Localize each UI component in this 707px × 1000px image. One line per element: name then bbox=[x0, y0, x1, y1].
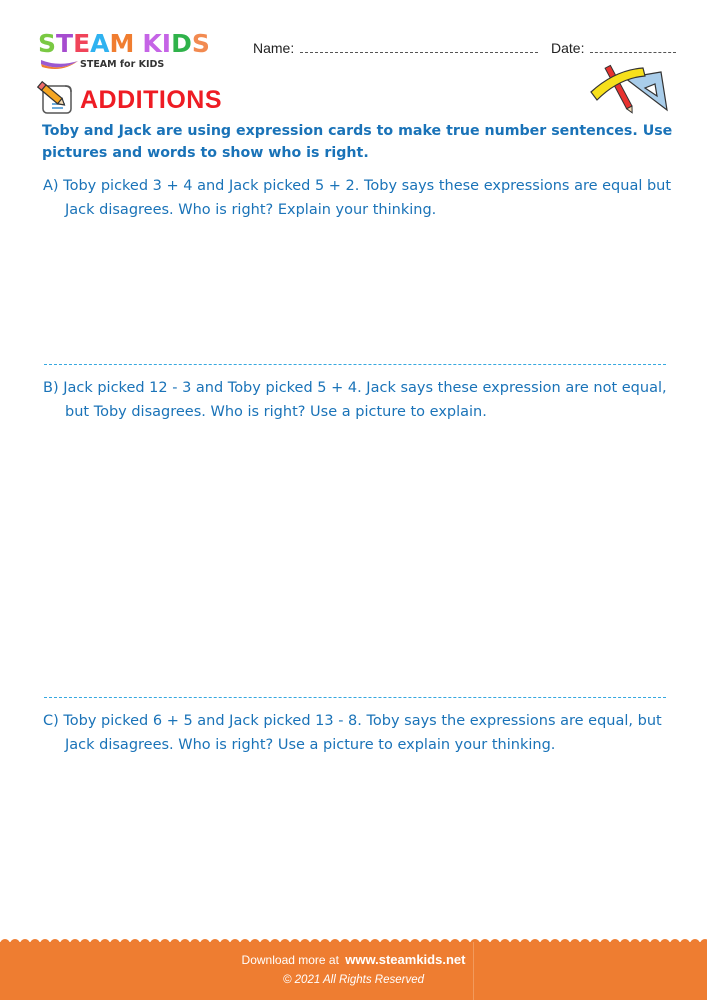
name-label: Name: bbox=[253, 40, 295, 56]
logo-letter: A bbox=[90, 29, 110, 58]
logo-letter: D bbox=[171, 29, 192, 58]
question-c: C) Toby picked 6 + 5 and Jack picked 13 - 8. Toby says the expressions are equal, but Jack disagrees. Who is right? Use a picture to explain your thinking. bbox=[43, 713, 662, 753]
download-text: Download more at bbox=[241, 953, 339, 967]
site-link[interactable]: www.steamkids.net bbox=[345, 952, 466, 967]
name-field[interactable] bbox=[253, 40, 538, 56]
question-a: A) Toby picked 3 + 4 and Jack picked 5 + 2. Toby says these expressions are equal but Jack disagrees. Who is right? Explain your thinking. bbox=[43, 178, 672, 218]
logo-letter: I bbox=[161, 29, 172, 58]
question-b: B) Jack picked 12 - 3 and Toby picked 5 + 4. Jack says these expression are not equal, but Toby disagrees. Who is right? Use a picture to explain. bbox=[43, 380, 667, 420]
logo-swoosh-icon bbox=[40, 58, 80, 72]
logo-letter: E bbox=[73, 29, 91, 58]
divider bbox=[44, 364, 666, 365]
ruler-pencil-set-square-icon bbox=[585, 62, 675, 114]
logo-subtitle: STEAM for KIDS bbox=[80, 59, 165, 70]
date-field[interactable] bbox=[551, 40, 676, 56]
logo-letter: S bbox=[38, 29, 57, 58]
page-title: ADDITIONS bbox=[80, 86, 222, 114]
footer-download bbox=[0, 952, 707, 967]
pencil-paper-icon bbox=[37, 80, 75, 116]
logo-letter: S bbox=[191, 29, 210, 58]
logo-letter: K bbox=[142, 29, 162, 58]
date-label: Date: bbox=[551, 40, 585, 56]
steam-kids-logo bbox=[38, 30, 238, 76]
footer bbox=[0, 942, 707, 1000]
logo-letter: T bbox=[56, 29, 74, 58]
instructions: Toby and Jack are using expression cards to make true number sentences. Use pictures and words to show who is right. bbox=[42, 123, 673, 161]
date-input-line[interactable] bbox=[590, 41, 676, 53]
footer-copyright: © 2021 All Rights Reserved bbox=[282, 974, 424, 986]
logo-wordmark bbox=[38, 30, 210, 58]
logo-letter: M bbox=[109, 29, 135, 58]
footer-separator bbox=[473, 942, 474, 1000]
divider bbox=[44, 697, 666, 698]
name-input-line[interactable] bbox=[300, 41, 538, 53]
